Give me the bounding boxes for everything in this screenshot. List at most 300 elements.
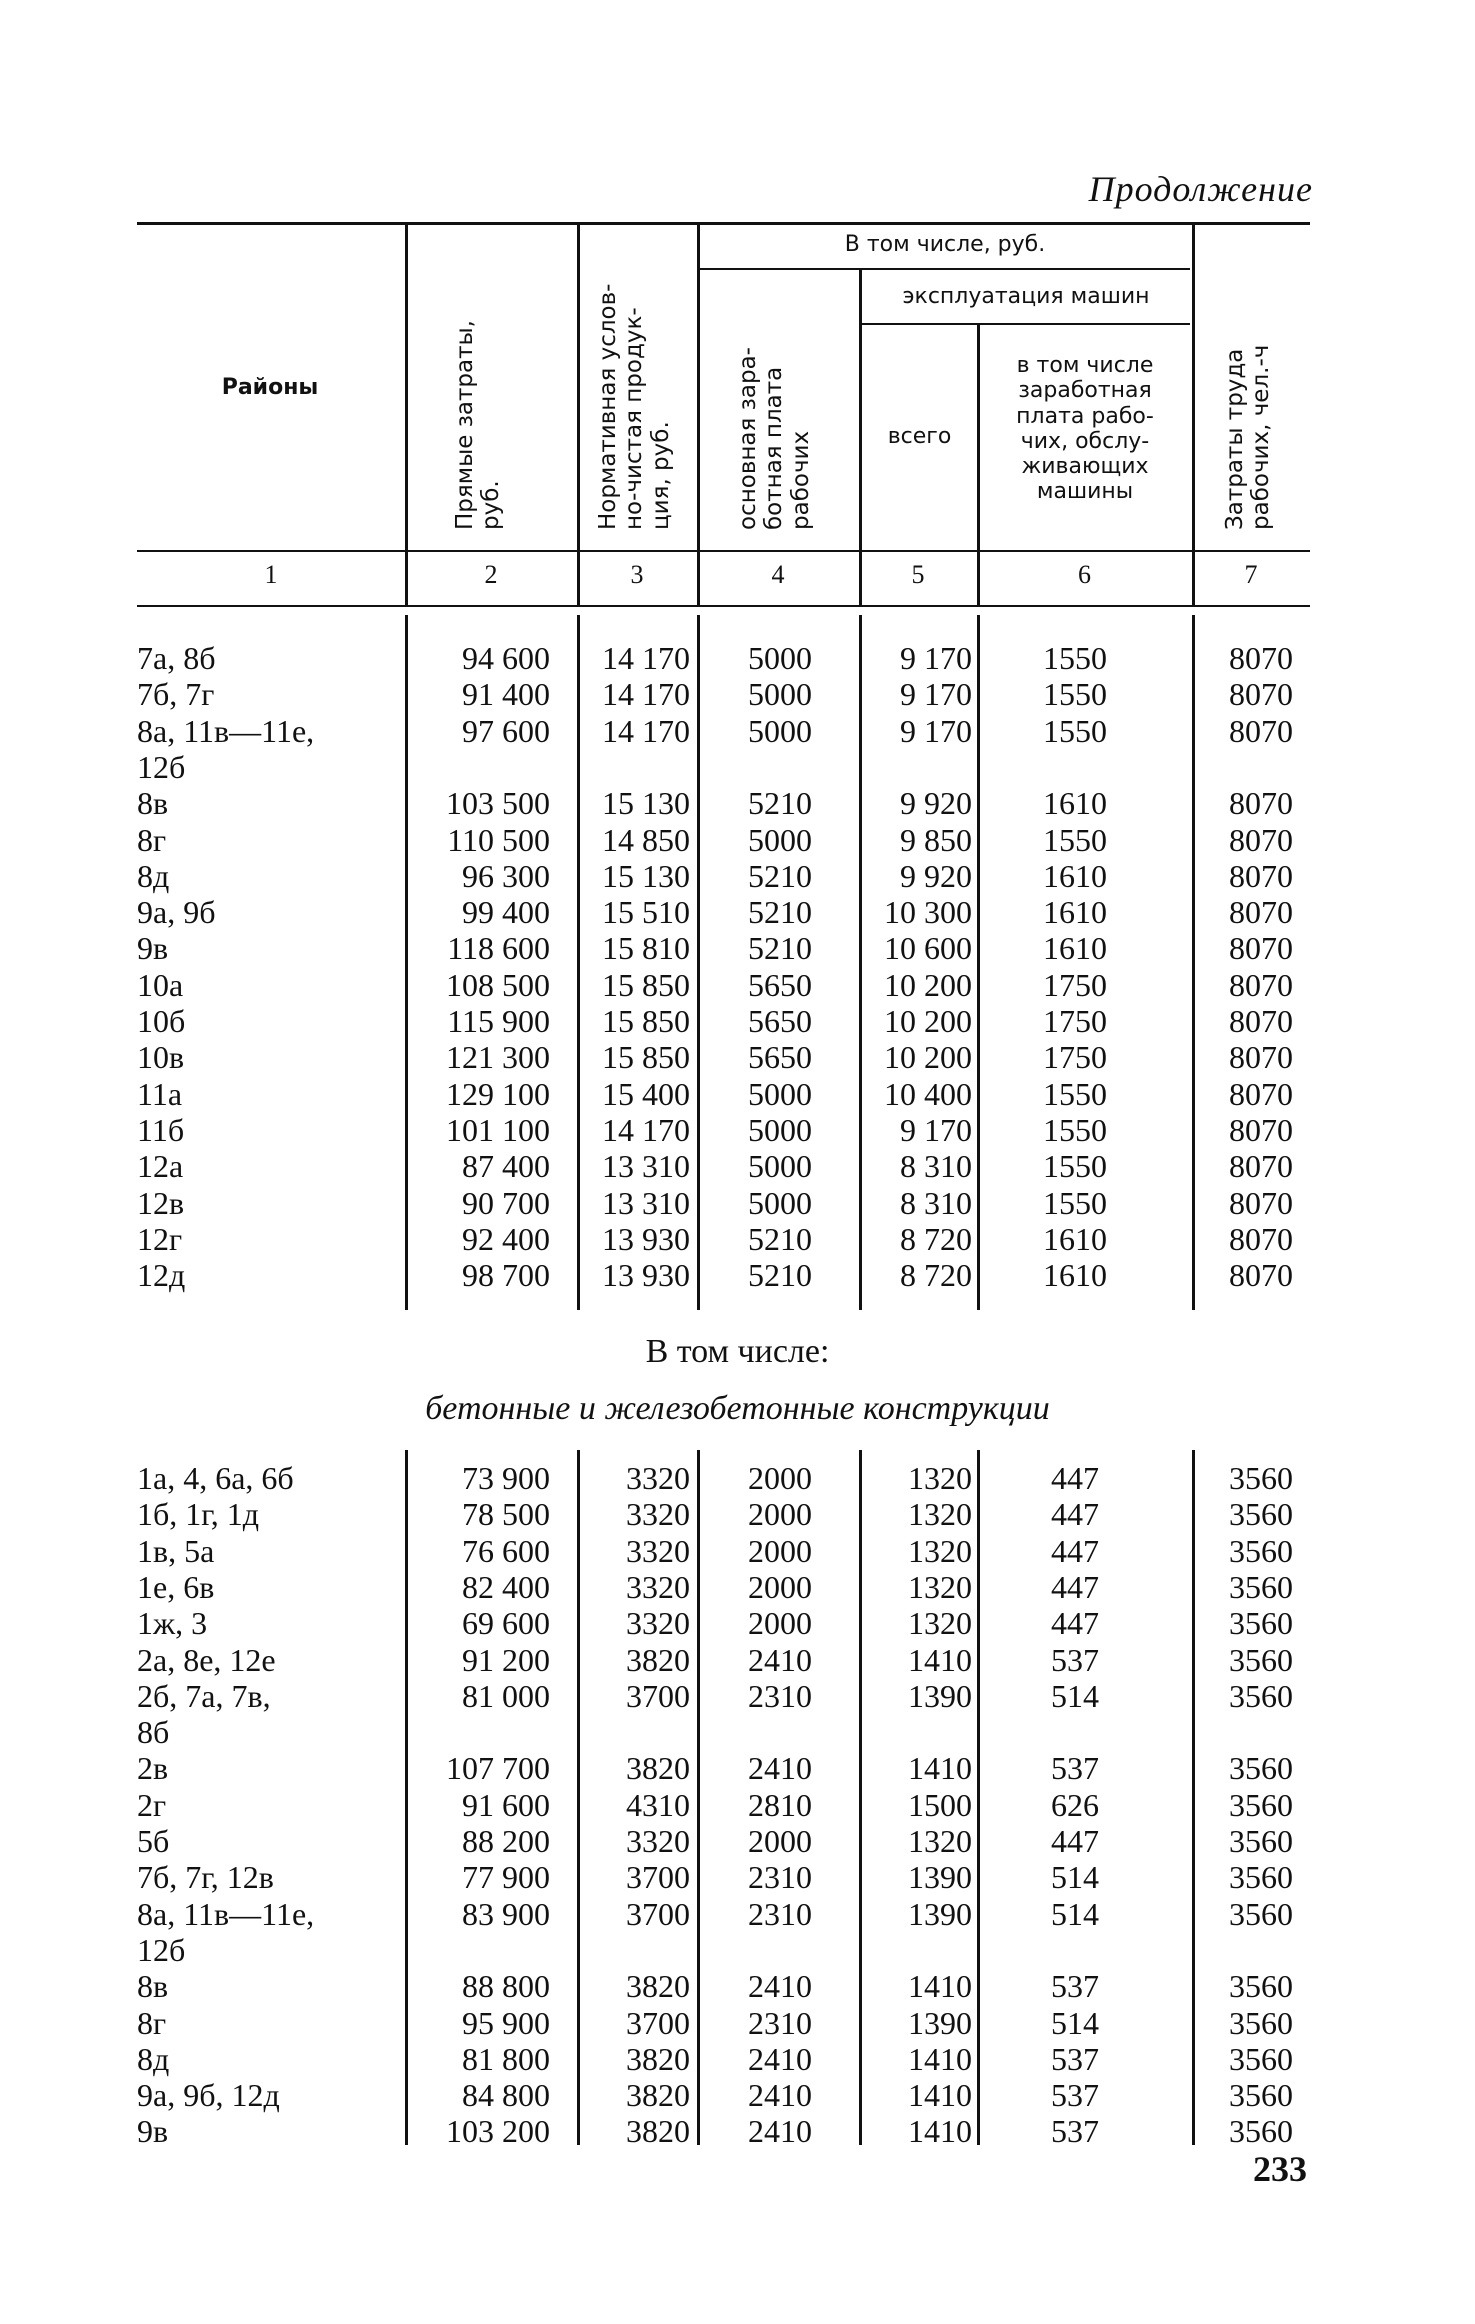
table-row [0, 1859, 1475, 1895]
base-wages-cell: 2410 [748, 1641, 812, 1678]
normative-output-cell: 14 170 [602, 640, 690, 676]
machine-total-cell: 1410 [908, 2113, 972, 2150]
table-row [0, 822, 1475, 858]
machine-wages-cell: 447 [1051, 1460, 1099, 1496]
header-divider-3 [697, 222, 700, 605]
group-rule [700, 268, 1190, 270]
machine-wages-cell: 514 [1051, 1677, 1099, 1714]
table-row [0, 1496, 1475, 1532]
machine-total-cell: 1390 [908, 1859, 972, 1896]
header-base-wages: основная зара- ботная плата рабочих [735, 347, 814, 530]
normative-output-cell: 13 930 [602, 1257, 690, 1294]
base-wages-cell: 5000 [748, 1075, 812, 1112]
base-wages-cell: 2000 [748, 1496, 812, 1533]
machine-total-cell: 10 200 [884, 1003, 972, 1039]
machine-wages-cell: 1550 [1043, 676, 1107, 713]
base-wages-cell: 2000 [748, 1460, 812, 1496]
district-cell: 1е, 6в [137, 1568, 215, 1605]
table-row [0, 1257, 1475, 1293]
district-cell: 10б [137, 1003, 186, 1039]
normative-output-cell: 3320 [626, 1532, 690, 1569]
normative-output-cell: 3820 [626, 1750, 690, 1787]
base-wages-cell: 5000 [748, 640, 812, 676]
labor-cost-cell: 3560 [1229, 1968, 1293, 2005]
table-row [0, 1185, 1475, 1221]
header-including-group: В том числе, руб. [844, 232, 1046, 257]
column-number-2: 2 [484, 560, 498, 589]
labor-cost-cell: 8070 [1229, 821, 1293, 858]
machine-total-cell: 1320 [908, 1460, 972, 1496]
labor-cost-cell: 3560 [1229, 1750, 1293, 1787]
machine-wages-cell: 514 [1051, 1895, 1099, 1932]
base-wages-cell: 2410 [748, 2040, 812, 2077]
direct-costs-cell: 97 600 [462, 712, 550, 749]
labor-cost-cell: 8070 [1229, 712, 1293, 749]
machine-total-cell: 8 310 [900, 1148, 972, 1185]
labor-cost-cell: 3560 [1229, 1568, 1293, 1605]
normative-output-cell: 3320 [626, 1605, 690, 1642]
direct-costs-cell: 101 100 [446, 1111, 550, 1148]
direct-costs-cell: 121 300 [446, 1039, 550, 1076]
table-row [0, 676, 1475, 712]
machine-wages-cell: 1610 [1043, 894, 1107, 931]
header-districts: Районы [221, 375, 319, 400]
normative-output-cell: 15 850 [602, 1039, 690, 1076]
normative-output-cell: 15 850 [602, 966, 690, 1003]
continuation-label: Продолжение [1088, 169, 1313, 209]
labor-cost-cell: 3560 [1229, 2040, 1293, 2077]
machine-total-cell: 9 170 [900, 640, 972, 676]
base-wages-cell: 2310 [748, 1859, 812, 1896]
machine-total-cell: 1500 [908, 1786, 972, 1823]
machine-wages-cell: 1610 [1043, 930, 1107, 967]
machine-wages-cell: 537 [1051, 2077, 1099, 2114]
machine-wages-cell: 1610 [1043, 785, 1107, 822]
normative-output-cell: 3320 [626, 1823, 690, 1859]
base-wages-cell: 2310 [748, 2004, 812, 2041]
base-wages-cell: 5210 [748, 785, 812, 822]
machine-total-cell: 10 200 [884, 966, 972, 1003]
direct-costs-cell: 129 100 [446, 1075, 550, 1112]
normative-output-cell: 3320 [626, 1496, 690, 1533]
direct-costs-cell: 88 200 [462, 1823, 550, 1859]
direct-costs-cell: 73 900 [462, 1460, 550, 1496]
normative-output-cell: 13 310 [602, 1184, 690, 1221]
normative-output-cell: 3700 [626, 1859, 690, 1896]
base-wages-cell: 5000 [748, 676, 812, 713]
machine-total-cell: 1320 [908, 1568, 972, 1605]
base-wages-cell: 5000 [748, 1184, 812, 1221]
normative-output-cell: 3320 [626, 1568, 690, 1605]
column-number-5: 5 [911, 560, 925, 589]
direct-costs-cell: 92 400 [462, 1220, 550, 1257]
labor-cost-cell: 8070 [1229, 676, 1293, 713]
labor-cost-cell: 8070 [1229, 1184, 1293, 1221]
normative-output-cell: 3820 [626, 1641, 690, 1678]
section2-title: В том числе: [645, 1333, 830, 1370]
labor-cost-cell: 3560 [1229, 1677, 1293, 1714]
base-wages-cell: 2000 [748, 1823, 812, 1859]
table-row [0, 2113, 1475, 2149]
base-wages-cell: 5000 [748, 1148, 812, 1185]
column-number-3: 3 [630, 560, 644, 589]
district-cell: 5б [137, 1823, 170, 1859]
table-row [0, 1039, 1475, 1075]
normative-output-cell: 15 810 [602, 930, 690, 967]
table-row [0, 1569, 1475, 1605]
labor-cost-cell: 3560 [1229, 1532, 1293, 1569]
base-wages-cell: 5210 [748, 1257, 812, 1294]
machine-wages-cell: 537 [1051, 1641, 1099, 1678]
table-row [0, 1112, 1475, 1148]
header-labor-costs: Затраты труда рабочих, чел.-ч [1222, 344, 1275, 530]
table-top-rule [137, 222, 1310, 225]
direct-costs-cell: 99 400 [462, 894, 550, 931]
table-row [0, 1605, 1475, 1641]
base-wages-cell: 2810 [748, 1786, 812, 1823]
district-cell: 1ж, 3 [137, 1605, 208, 1642]
machine-wages-cell: 514 [1051, 1859, 1099, 1896]
machine-total-cell: 10 300 [884, 894, 972, 931]
direct-costs-cell: 91 200 [462, 1641, 550, 1678]
column-number-1: 1 [264, 560, 278, 589]
district-cell: 1а, 4, 6а, 6б [137, 1460, 294, 1496]
direct-costs-cell: 94 600 [462, 640, 550, 676]
machine-total-cell: 10 600 [884, 930, 972, 967]
normative-output-cell: 14 850 [602, 821, 690, 858]
base-wages-cell: 5210 [748, 857, 812, 894]
district-cell: 8а, 11в—11е, [137, 712, 315, 749]
machine-wages-cell: 1750 [1043, 1003, 1107, 1039]
direct-costs-cell: 69 600 [462, 1605, 550, 1642]
district-cell: 12б [137, 748, 186, 785]
machine-wages-cell: 1610 [1043, 1220, 1107, 1257]
direct-costs-cell: 91 600 [462, 1786, 550, 1823]
machine-total-cell: 10 200 [884, 1039, 972, 1076]
machine-wages-cell: 1550 [1043, 1148, 1107, 1185]
base-wages-cell: 2410 [748, 1968, 812, 2005]
machine-total-cell: 1320 [908, 1532, 972, 1569]
labor-cost-cell: 8070 [1229, 1003, 1293, 1039]
district-cell: 8в [137, 1968, 169, 2005]
direct-costs-cell: 108 500 [446, 966, 550, 1003]
direct-costs-cell: 83 900 [462, 1895, 550, 1932]
direct-costs-cell: 118 600 [447, 930, 550, 967]
table-row [0, 785, 1475, 821]
direct-costs-cell: 82 400 [462, 1568, 550, 1605]
base-wages-cell: 2310 [748, 1895, 812, 1932]
normative-output-cell: 3700 [626, 1677, 690, 1714]
machine-wages-cell: 447 [1051, 1532, 1099, 1569]
table-row [0, 1076, 1475, 1112]
labor-cost-cell: 3560 [1229, 1823, 1293, 1859]
district-cell: 11б [137, 1111, 185, 1148]
machine-total-cell: 9 920 [900, 785, 972, 822]
table-row [0, 1968, 1475, 2004]
table-row [0, 1750, 1475, 1786]
machine-wages-cell: 1750 [1043, 966, 1107, 1003]
labor-cost-cell: 8070 [1229, 640, 1293, 676]
district-cell: 9в [137, 930, 169, 967]
table-row [0, 2005, 1475, 2041]
header-divider-1 [405, 222, 408, 605]
direct-costs-cell: 81 000 [462, 1677, 550, 1714]
district-cell: 10в [137, 1039, 185, 1076]
district-cell: 8б [137, 1714, 170, 1751]
header-machine-operation: эксплуатация машин [902, 284, 1150, 309]
district-cell: 11а [137, 1075, 183, 1112]
base-wages-cell: 2000 [748, 1532, 812, 1569]
district-cell: 10а [137, 966, 184, 1003]
district-cell: 12в [137, 1184, 185, 1221]
direct-costs-cell: 81 800 [462, 2040, 550, 2077]
normative-output-cell: 3820 [626, 2040, 690, 2077]
machine-total-cell: 9 170 [900, 676, 972, 713]
district-cell: 7б, 7г [137, 676, 215, 713]
table-row [0, 2041, 1475, 2077]
base-wages-cell: 5210 [748, 930, 812, 967]
header-divider-2 [577, 222, 580, 605]
machine-total-cell: 1410 [908, 1641, 972, 1678]
direct-costs-cell: 95 900 [462, 2004, 550, 2041]
labor-cost-cell: 3560 [1229, 2004, 1293, 2041]
district-cell: 12д [137, 1257, 186, 1294]
district-cell: 2б, 7а, 7в, [137, 1677, 271, 1714]
district-cell: 2а, 8е, 12е [137, 1641, 276, 1678]
district-cell: 12г [137, 1220, 183, 1257]
labor-cost-cell: 8070 [1229, 1075, 1293, 1112]
numbers-bottom-rule [137, 605, 1310, 607]
direct-costs-cell: 78 500 [462, 1496, 550, 1533]
base-wages-cell: 2410 [748, 1750, 812, 1787]
machine-wages-cell: 1550 [1043, 640, 1107, 676]
district-cell: 9в [137, 2113, 169, 2150]
normative-output-cell: 3700 [626, 1895, 690, 1932]
base-wages-cell: 5650 [748, 966, 812, 1003]
machine-wages-cell: 1550 [1043, 1075, 1107, 1112]
district-cell: 12а [137, 1148, 184, 1185]
direct-costs-cell: 91 400 [462, 676, 550, 713]
direct-costs-cell: 90 700 [462, 1184, 550, 1221]
machine-total-cell: 1410 [908, 2040, 972, 2077]
normative-output-cell: 14 170 [602, 676, 690, 713]
machine-total-cell: 1410 [908, 2077, 972, 2114]
normative-output-cell: 15 400 [602, 1075, 690, 1112]
direct-costs-cell: 107 700 [446, 1750, 550, 1787]
direct-costs-cell: 98 700 [462, 1257, 550, 1294]
direct-costs-cell: 76 600 [462, 1532, 550, 1569]
direct-costs-cell: 84 800 [462, 2077, 550, 2114]
normative-output-cell: 15 510 [602, 894, 690, 931]
table-row [0, 713, 1475, 749]
machine-wages-cell: 447 [1051, 1496, 1099, 1533]
table-row [0, 1533, 1475, 1569]
labor-cost-cell: 3560 [1229, 2113, 1293, 2150]
column-number-7: 7 [1244, 560, 1258, 589]
table-row [0, 1896, 1475, 1932]
normative-output-cell: 3320 [626, 1460, 690, 1496]
base-wages-cell: 5000 [748, 712, 812, 749]
base-wages-cell: 2000 [748, 1568, 812, 1605]
base-wages-cell: 5210 [748, 1220, 812, 1257]
district-cell: 8д [137, 2040, 170, 2077]
normative-output-cell: 13 930 [602, 1220, 690, 1257]
labor-cost-cell: 8070 [1229, 1111, 1293, 1148]
labor-cost-cell: 8070 [1229, 1148, 1293, 1185]
table-row [0, 1678, 1475, 1714]
district-cell: 1в, 5а [137, 1532, 215, 1569]
machine-total-cell: 8 310 [900, 1184, 972, 1221]
normative-output-cell: 15 850 [602, 1003, 690, 1039]
base-wages-cell: 5650 [748, 1003, 812, 1039]
labor-cost-cell: 8070 [1229, 930, 1293, 967]
machine-wages-cell: 1550 [1043, 1184, 1107, 1221]
labor-cost-cell: 8070 [1229, 966, 1293, 1003]
normative-output-cell: 15 130 [602, 785, 690, 822]
district-cell: 2г [137, 1786, 167, 1823]
machine-wages-cell: 447 [1051, 1823, 1099, 1859]
machine-total-cell: 1320 [908, 1496, 972, 1533]
table-row [0, 1642, 1475, 1678]
table-row [0, 1823, 1475, 1859]
labor-cost-cell: 3560 [1229, 1895, 1293, 1932]
base-wages-cell: 5000 [748, 1111, 812, 1148]
machine-wages-cell: 1610 [1043, 1257, 1107, 1294]
header-bottom-rule [137, 550, 1310, 552]
district-cell: 8г [137, 821, 167, 858]
district-cell: 7б, 7г, 12в [137, 1859, 274, 1896]
machine-wages-cell: 514 [1051, 2004, 1099, 2041]
page-number: 233 [1253, 2149, 1307, 2189]
header-machine-wages: в том числе заработная плата рабо- чих, обслу- живающих машины [1016, 353, 1154, 505]
normative-output-cell: 4310 [626, 1786, 690, 1823]
machine-wages-cell: 537 [1051, 2040, 1099, 2077]
direct-costs-cell: 103 200 [446, 2113, 550, 2150]
machine-wages-cell: 1550 [1043, 712, 1107, 749]
table-row [0, 1221, 1475, 1257]
machine-wages-cell: 537 [1051, 2113, 1099, 2150]
table-row [0, 1787, 1475, 1823]
base-wages-cell: 5210 [748, 894, 812, 931]
machine-total-cell: 1390 [908, 1677, 972, 1714]
machine-total-cell: 1410 [908, 1750, 972, 1787]
column-number-4: 4 [771, 560, 785, 589]
normative-output-cell: 14 170 [602, 712, 690, 749]
district-cell: 7а, 8б [137, 640, 216, 676]
machine-total-cell: 10 400 [884, 1075, 972, 1112]
district-cell: 9а, 9б [137, 894, 216, 931]
machine-total-cell: 9 170 [900, 1111, 972, 1148]
normative-output-cell: 3820 [626, 1968, 690, 2005]
machine-wages-cell: 537 [1051, 1968, 1099, 2005]
normative-output-cell: 15 130 [602, 857, 690, 894]
normative-output-cell: 3820 [626, 2077, 690, 2114]
labor-cost-cell: 8070 [1229, 857, 1293, 894]
machine-wages-cell: 537 [1051, 1750, 1099, 1787]
direct-costs-cell: 87 400 [462, 1148, 550, 1185]
table-row [0, 930, 1475, 966]
header-total: всего [887, 424, 952, 449]
district-cell: 1б, 1г, 1д [137, 1496, 260, 1533]
header-normative-output: Нормативная услов- но-чистая продук- ция, руб. [595, 283, 674, 530]
direct-costs-cell: 88 800 [462, 1968, 550, 2005]
machine-total-cell: 9 170 [900, 712, 972, 749]
table-row [0, 1932, 1475, 1968]
machine-total-cell: 1320 [908, 1605, 972, 1642]
machine-wages-cell: 447 [1051, 1605, 1099, 1642]
machine-wages-cell: 1550 [1043, 1111, 1107, 1148]
table-row [0, 858, 1475, 894]
labor-cost-cell: 3560 [1229, 1460, 1293, 1496]
district-cell: 9а, 9б, 12д [137, 2077, 280, 2114]
machine-wages-cell: 626 [1051, 1786, 1099, 1823]
labor-cost-cell: 3560 [1229, 1786, 1293, 1823]
direct-costs-cell: 103 500 [446, 785, 550, 822]
normative-output-cell: 14 170 [602, 1111, 690, 1148]
labor-cost-cell: 3560 [1229, 1859, 1293, 1896]
machine-total-cell: 1390 [908, 2004, 972, 2041]
machine-wages-cell: 1550 [1043, 821, 1107, 858]
table-row [0, 894, 1475, 930]
machine-total-cell: 8 720 [900, 1220, 972, 1257]
normative-output-cell: 3820 [626, 2113, 690, 2150]
table-row [0, 1460, 1475, 1496]
machine-total-cell: 1410 [908, 1968, 972, 2005]
district-cell: 8в [137, 785, 169, 822]
table-row [0, 967, 1475, 1003]
labor-cost-cell: 8070 [1229, 1257, 1293, 1294]
machine-wages-cell: 447 [1051, 1568, 1099, 1605]
table-row [0, 640, 1475, 676]
labor-cost-cell: 8070 [1229, 785, 1293, 822]
table-row [0, 2077, 1475, 2113]
direct-costs-cell: 96 300 [462, 857, 550, 894]
table-row [0, 1714, 1475, 1750]
direct-costs-cell: 77 900 [462, 1859, 550, 1896]
labor-cost-cell: 3560 [1229, 1641, 1293, 1678]
column-number-6: 6 [1078, 560, 1091, 589]
machine-total-cell: 9 850 [900, 821, 972, 858]
base-wages-cell: 2000 [748, 1605, 812, 1642]
machine-total-cell: 1390 [908, 1895, 972, 1932]
district-cell: 8г [137, 2004, 167, 2041]
subgroup-rule [862, 323, 1190, 325]
normative-output-cell: 3700 [626, 2004, 690, 2041]
machine-total-cell: 8 720 [900, 1257, 972, 1294]
table-row [0, 1003, 1475, 1039]
direct-costs-cell: 115 900 [447, 1003, 550, 1039]
labor-cost-cell: 8070 [1229, 1039, 1293, 1076]
base-wages-cell: 2410 [748, 2113, 812, 2150]
labor-cost-cell: 3560 [1229, 1496, 1293, 1533]
labor-cost-cell: 8070 [1229, 1220, 1293, 1257]
base-wages-cell: 5650 [748, 1039, 812, 1076]
district-cell: 2в [137, 1750, 169, 1787]
section2-subtitle: бетонные и железобетонные конструкции [425, 1390, 1050, 1427]
machine-wages-cell: 1750 [1043, 1039, 1107, 1076]
labor-cost-cell: 8070 [1229, 894, 1293, 931]
machine-wages-cell: 1610 [1043, 857, 1107, 894]
machine-total-cell: 9 920 [900, 857, 972, 894]
table-row [0, 749, 1475, 785]
district-cell: 12б [137, 1931, 186, 1968]
base-wages-cell: 2410 [748, 2077, 812, 2114]
base-wages-cell: 2310 [748, 1677, 812, 1714]
district-cell: 8а, 11в—11е, [137, 1895, 315, 1932]
normative-output-cell: 13 310 [602, 1148, 690, 1185]
base-wages-cell: 5000 [748, 821, 812, 858]
machine-total-cell: 1320 [908, 1823, 972, 1859]
